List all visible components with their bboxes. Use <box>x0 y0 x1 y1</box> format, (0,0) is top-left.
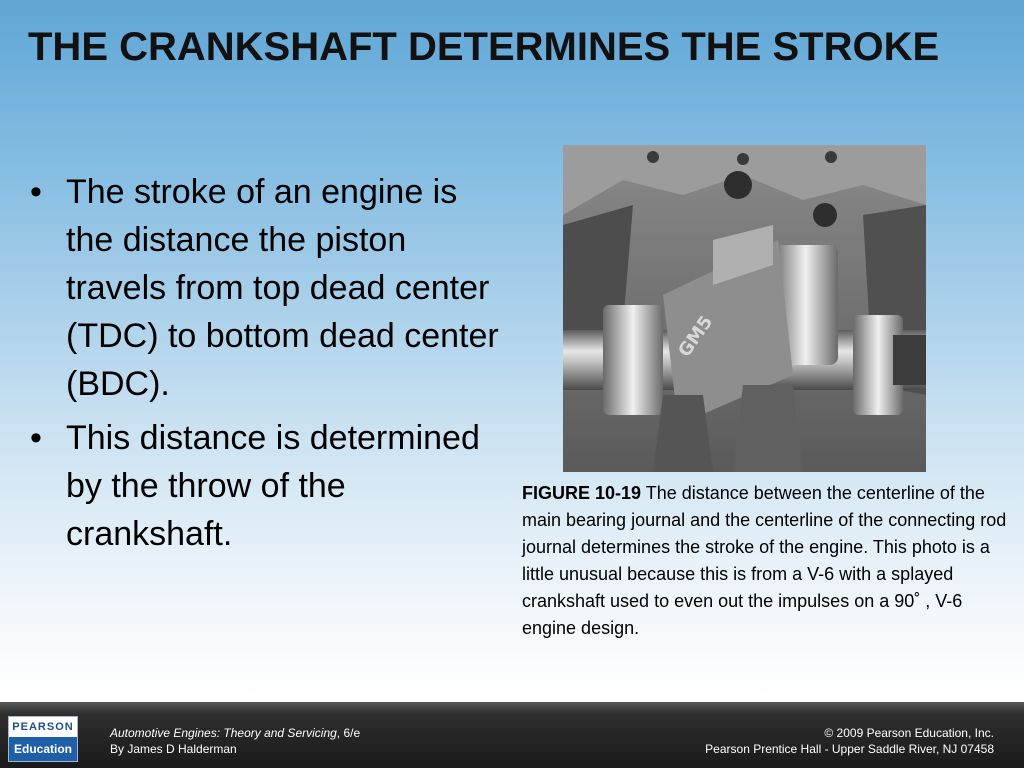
gm5-stamp: GM5 <box>674 311 718 362</box>
book-title: Automotive Engines: Theory and Servicing <box>110 726 337 740</box>
crankshaft-illustration <box>563 145 926 472</box>
logo-top-text: PEARSON <box>9 717 77 737</box>
book-edition: , 6/e <box>336 726 361 740</box>
bullet-text: This distance is determined by the throw of the crankshaft. <box>66 419 480 553</box>
bullet-glyph: • <box>30 419 42 457</box>
footer-publisher-info <box>705 725 994 757</box>
footer-bar <box>0 702 1024 768</box>
bullet-glyph: • <box>30 173 42 211</box>
figure-label: FIGURE 10-19 <box>522 483 642 503</box>
copyright: © 2009 Pearson Education, Inc. <box>824 726 994 740</box>
logo-bottom-text: Education <box>9 737 77 761</box>
pearson-logo <box>8 716 78 762</box>
crankshaft-photo <box>563 145 926 472</box>
publisher: Pearson Prentice Hall - Upper Saddle River, NJ 07458 <box>705 742 994 756</box>
figure-caption <box>522 480 1007 642</box>
bullet-item <box>30 414 500 558</box>
footer-book-info <box>110 725 360 757</box>
bullet-list <box>30 168 500 564</box>
slide-title: THE CRANKSHAFT DETERMINES THE STROKE <box>28 25 940 69</box>
author: By James D Halderman <box>110 742 237 756</box>
figure-caption-text: The distance between the centerline of the main bearing journal and the centerline of the connecting rod journal determines the stroke of the engine. This photo is a little unusual because this is from a V-6 with a splayed crankshaft used to even out the impulses on a 90˚ , V-6 engine design. <box>522 483 1007 638</box>
bullet-text: The stroke of an engine is the distance the piston travels from top dead center (TDC) to bottom dead center (BDC). <box>66 173 499 403</box>
bullet-item <box>30 168 500 408</box>
